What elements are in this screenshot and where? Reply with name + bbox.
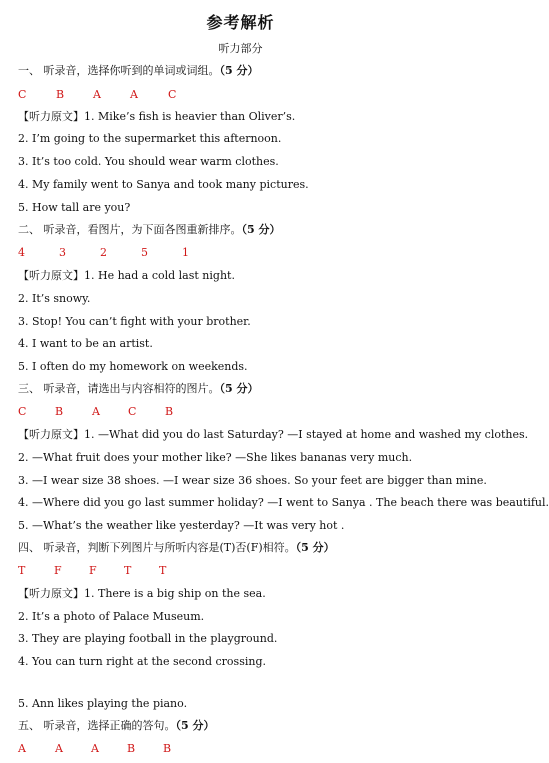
section-heading-text: 五、 听录音，选择正确的答句。 xyxy=(18,719,176,732)
answer: B xyxy=(163,742,172,755)
transcript-line: 4. —Where did you go last summer holiday? —I went to Sanya . The beach there was beautiful. xyxy=(18,496,549,509)
answer: C xyxy=(128,405,137,418)
transcript-line: 3. Stop! You can’t fight with your brother. xyxy=(18,315,251,328)
answer: F xyxy=(89,564,97,577)
answer: A xyxy=(55,742,63,755)
section-heading-text: 一、 听录音，选择你听到的单词或词组。 xyxy=(18,64,220,77)
answer: 2 xyxy=(100,246,107,259)
section-2-heading xyxy=(18,223,280,237)
transcript-line: 【听力原文】1. There is a big ship on the sea. xyxy=(18,587,266,600)
transcript-line: 4. My family went to Sanya and took many pictures. xyxy=(18,178,309,191)
answer: 5 xyxy=(141,246,148,259)
answer: C xyxy=(18,88,27,101)
section-heading-text: 四、 听录音，判断下列图片与所听内容是(T)否(F)相符。 xyxy=(18,541,296,554)
answer: A xyxy=(93,88,101,101)
transcript-line: 2. —What fruit does your mother like? —She likes bananas very much. xyxy=(18,451,413,464)
section-heading-text: 二、 听录音，看图片，为下面各图重新排序。 xyxy=(18,223,242,236)
answer: B xyxy=(127,742,136,755)
answer: C xyxy=(168,88,177,101)
page-title: 参考解析 xyxy=(206,13,275,32)
answer: A xyxy=(91,742,99,755)
answer: A xyxy=(92,405,100,418)
transcript-line: 4. You can turn right at the second crossing. xyxy=(18,655,266,668)
section-3-answers xyxy=(18,405,173,419)
transcript-line: 4. I want to be an artist. xyxy=(18,337,153,350)
transcript-line: 【听力原文】1. Mike’s fish is heavier than Oliver’s. xyxy=(18,110,296,123)
section-points: （5 分） xyxy=(219,382,259,395)
section-points: （5 分） xyxy=(295,541,335,554)
answer: 4 xyxy=(18,246,25,259)
section-5-answers xyxy=(18,742,171,756)
transcript-line: 5. How tall are you? xyxy=(18,201,131,214)
answer: A xyxy=(130,88,138,101)
transcript-line: 2. It’s snowy. xyxy=(18,292,91,305)
section-points: （5 分） xyxy=(241,223,281,236)
answer: 1 xyxy=(182,246,189,259)
answer: C xyxy=(18,405,27,418)
section-5-heading xyxy=(18,719,214,733)
section-1-heading xyxy=(18,64,258,78)
section-heading-text: 三、 听录音，请选出与内容相符的图片。 xyxy=(18,382,220,395)
transcript-line: 【听力原文】1. —What did you do last Saturday? —I stayed at home and washed my clothes. xyxy=(18,428,529,441)
answer: T xyxy=(124,564,132,577)
answer: 3 xyxy=(59,246,66,259)
answer: T xyxy=(18,564,26,577)
transcript-line: 3. —I wear size 38 shoes. —I wear size 36 shoes. So your feet are bigger than mine. xyxy=(18,474,487,487)
transcript-line: 5. —What’s the weather like yesterday? —It was very hot . xyxy=(18,519,345,532)
answer: T xyxy=(159,564,167,577)
transcript-line: 5. Ann likes playing the piano. xyxy=(18,697,188,710)
answer: F xyxy=(54,564,62,577)
transcript-line: 5. I often do my homework on weekends. xyxy=(18,360,248,373)
transcript-line: 2. I’m going to the supermarket this afternoon. xyxy=(18,132,282,145)
transcript-line: 3. It’s too cold. You should wear warm clothes. xyxy=(18,155,279,168)
page-subtitle: 听力部分 xyxy=(218,42,263,55)
answer: B xyxy=(56,88,65,101)
answer: A xyxy=(18,742,26,755)
section-2-answers xyxy=(18,246,189,260)
section-1-answers xyxy=(18,88,176,102)
answer: B xyxy=(55,405,64,418)
answer: B xyxy=(165,405,174,418)
transcript-line: 3. They are playing football in the playground. xyxy=(18,632,278,645)
transcript-line: 2. It’s a photo of Palace Museum. xyxy=(18,610,205,623)
section-3-heading xyxy=(18,382,258,396)
section-4-answers xyxy=(18,564,166,578)
section-4-heading xyxy=(18,541,335,555)
transcript-line: 【听力原文】1. He had a cold last night. xyxy=(18,269,235,282)
section-points: （5 分） xyxy=(219,64,259,77)
section-points: （5 分） xyxy=(175,719,215,732)
